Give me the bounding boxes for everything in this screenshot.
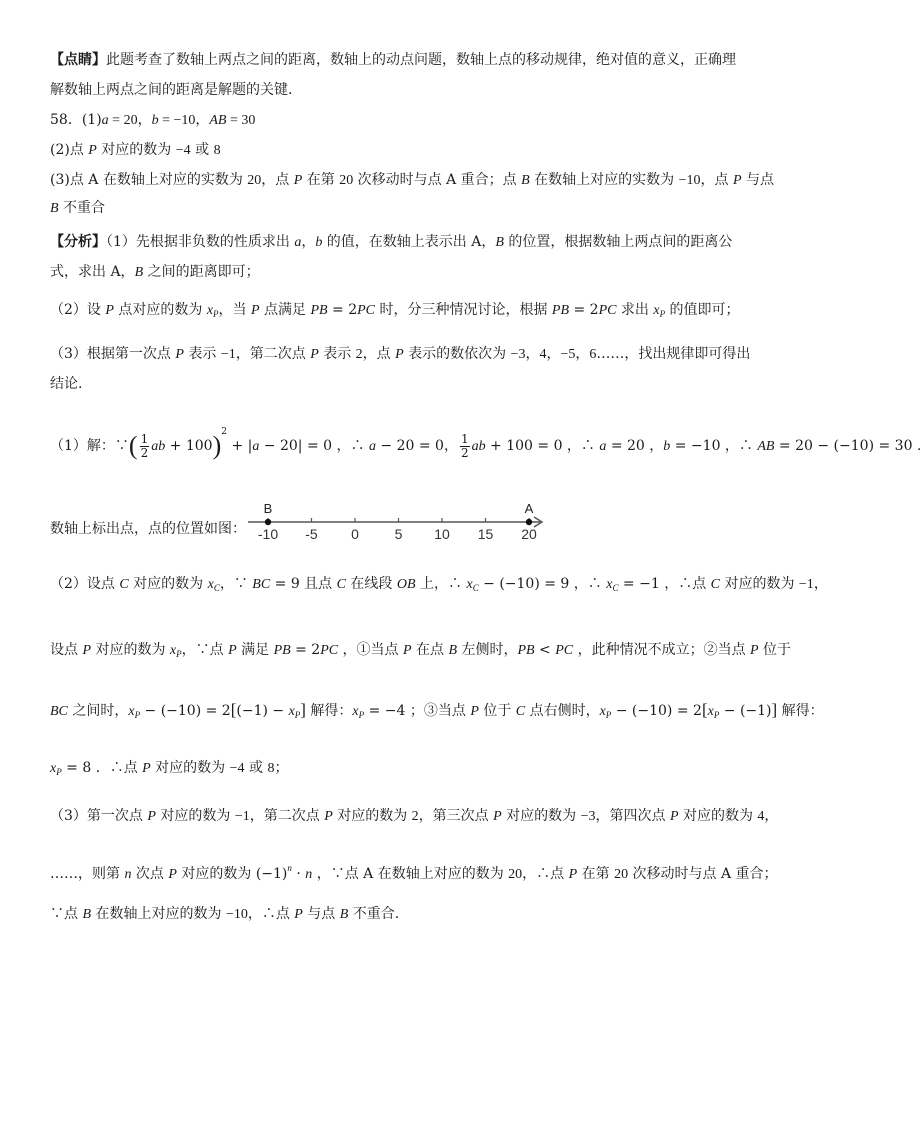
analysis-line-1: 【分析】（1）先根据非负数的性质求出 a，b 的值，在数轴上表示出 A，B 的位置，根据数轴上两点间的距离公 xyxy=(50,234,733,250)
tick-label: 5 xyxy=(394,526,403,542)
solution-line-3: 设点 P 对应的数为 $x_P$，∵点 P 满足 PB = 2PC ，①当点 P 在点 B 左侧时，PB < PC ，此种情况不成立；②当点 P 位于 xyxy=(50,642,792,659)
point-B-label: B xyxy=(263,501,273,516)
tick-label: -5 xyxy=(305,526,318,542)
review-label: 【点睛】 xyxy=(50,52,106,68)
analysis-label: 【分析】 xyxy=(50,234,106,250)
solution-line-4: BC 之间时，$x_P - (-10) = 2[(-1) - x_P]$ 解得：$x_P = -4$ ；③当点 P 位于 C 点右侧时，$x_P - (-10) = 2[x_P - (-1)]$ 解得： xyxy=(50,700,824,720)
review-paragraph xyxy=(50,50,736,70)
solution-line-8: ∵点 B 在数轴上对应的数为 −10，∴点 P 与点 B 不重合. xyxy=(50,906,400,922)
answer-part-1-values: a xyxy=(101,113,109,128)
solution-line-2: （2）设点 C 对应的数为 $x_C$，∵ BC = 9 且点 C 在线段 OB 上，∴ $x_C - (-10) = 9$ ，∴ $x_C = -1$ ，∴点 C 对应的数为 −1， xyxy=(50,576,828,593)
number-line-figure xyxy=(248,496,548,544)
solution-line-6: （3）第一次点 P 对应的数为 −1，第二次点 P 对应的数为 2，第三次点 P 对应的数为 −3，第四次点 P 对应的数为 4， xyxy=(50,808,779,824)
answer-line-3: (3)点 A 在数轴上对应的实数为 20，点 P 在第 20 次移动时与点 A 重合；点 B 在数轴上对应的实数为 −10，点 P 与点 xyxy=(50,172,774,188)
point-A-label: A xyxy=(524,501,534,516)
solution-line-1: （1）解：∵( $\frac{1}{2}$ ab + 100)$^2$ + |a − 20| = 0 ，∴ a − 20 = 0， $\frac{1}{2}$ ab + 100 = 0 ，∴ a = 20 ，b = −10 ，∴ AB = 20 − (−10) = 30 . xyxy=(50,427,921,460)
answer-line-2: (2)点 P 对应的数为 −4 或 8 xyxy=(50,142,221,158)
tick-label: 15 xyxy=(477,526,494,542)
number-line-intro: 数轴上标出点，点的位置如图： xyxy=(50,521,246,537)
fraction-half: $\frac{1}{2}$ xyxy=(140,431,149,460)
review-line-2: 解数轴上两点之间的距离是解题的关键. xyxy=(50,82,293,98)
analysis-line-4: （3）根据第一次点 P 表示 −1，第二次点 P 表示 2，点 P 表示的数依次为 −3，4，−5，6……，找出规律即可得出 xyxy=(50,346,751,362)
analysis-line-3: （2）设 P 点对应的数为 $x_P$，当 P 点满足 PB = 2PC 时，分三种情况讨论，根据 PB = 2PC 求出 $x_P$ 的值即可； xyxy=(50,302,740,319)
review-line-1: 此题考查了数轴上两点之间的距离，数轴上的动点问题，数轴上点的移动规律，绝对值的意义，正确理 xyxy=(106,52,736,68)
answer-line-1: 58．(1)a = 20，b = −10，AB = 30 xyxy=(50,112,256,128)
solution-line-7: ……，则第 n 次点 P 对应的数为 $(-1)^n \cdot n$ ，∵点 A 在数轴上对应的数为 20，∴点 P 在第 20 次移动时与点 A 重合； xyxy=(50,863,778,882)
solution-line-5: $x_P = 8$ ．∴点 P 对应的数为 −4 或 8； xyxy=(50,760,289,777)
question-number: 58． xyxy=(50,112,82,128)
tick-label: 0 xyxy=(351,526,359,542)
analysis-line-5: 结论. xyxy=(50,376,83,392)
point-B-dot xyxy=(265,519,271,525)
analysis-line-2: 式，求出 A，B 之间的距离即可； xyxy=(50,264,260,280)
tick-label: 10 xyxy=(434,526,450,542)
answer-part-1-label: (1) xyxy=(81,112,102,128)
answer-line-4: B 不重合 xyxy=(50,200,106,216)
point-A-dot xyxy=(526,519,532,525)
tick-label: 20 xyxy=(521,526,537,542)
tick-label: -10 xyxy=(257,526,279,542)
